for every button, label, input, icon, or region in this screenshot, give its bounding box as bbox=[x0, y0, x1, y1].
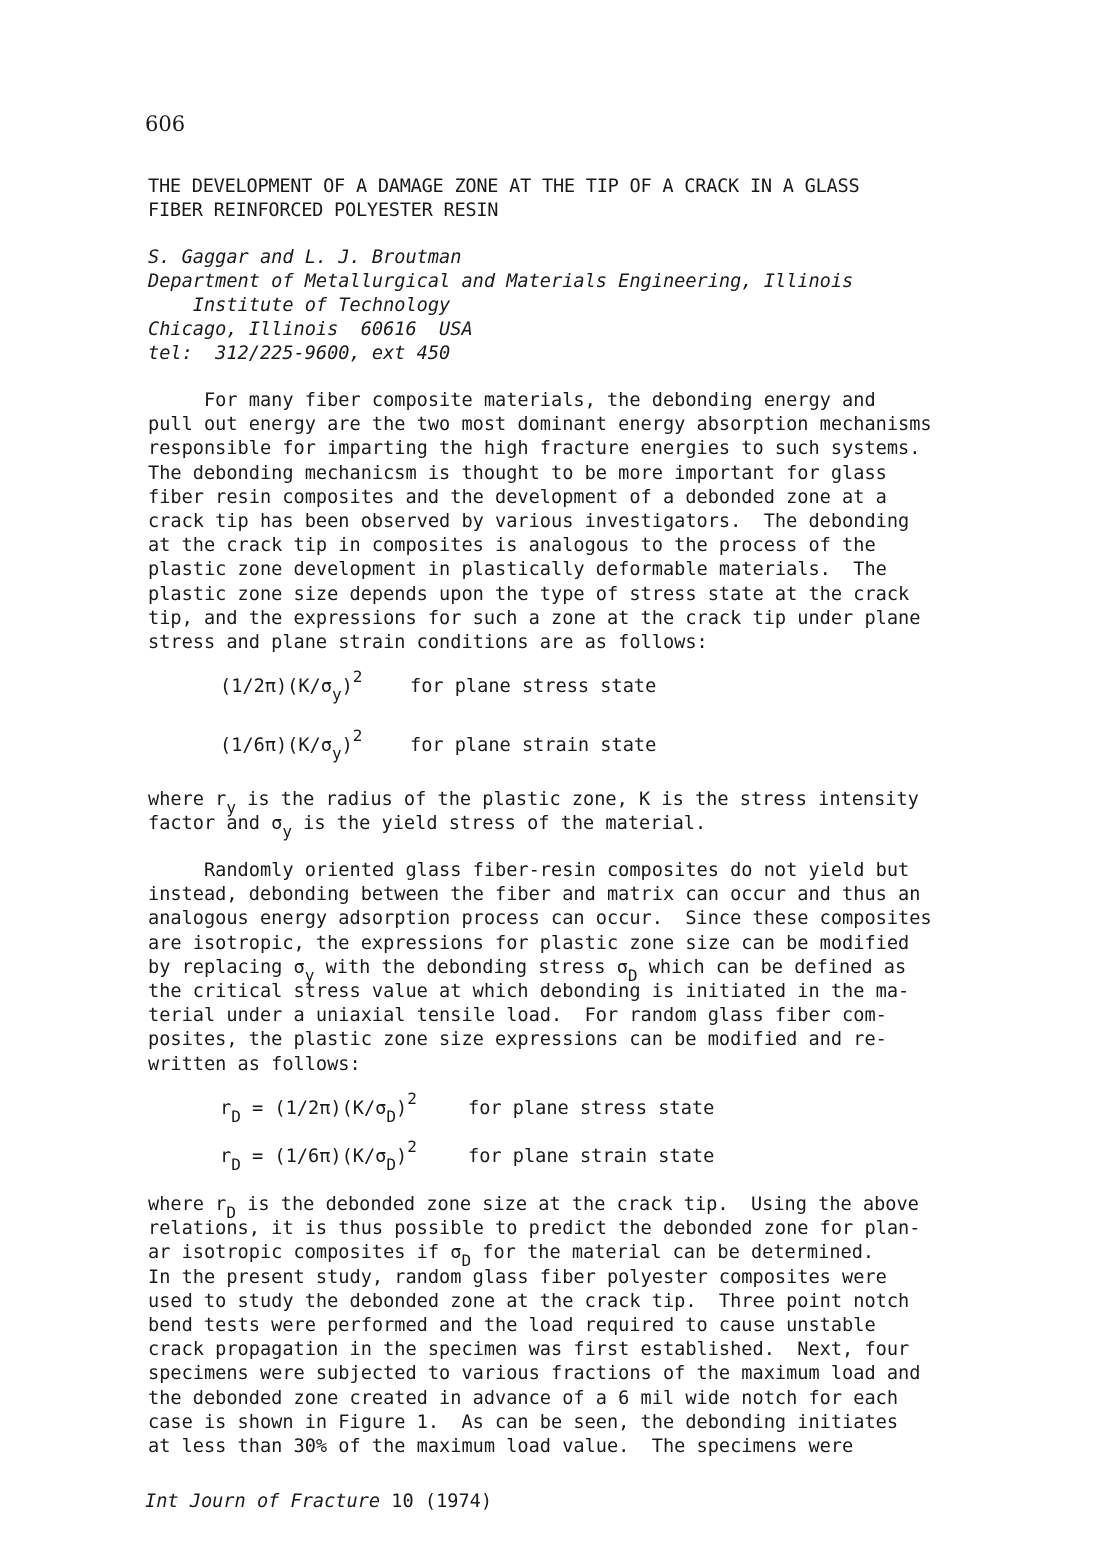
formula-debond-plane-strain: $r_D = (1/6\pi)(K/\sigma_D)^2$ for plane strain state bbox=[220, 1137, 715, 1174]
page-number: 606 bbox=[145, 112, 186, 136]
article-title bbox=[148, 175, 859, 223]
paragraph-3: where $r_D$ is the debonded zone size at the crack tip. Using the above relations, it is thus possible to predict the debonded zone for plan- ar isotropic composites if $\sigma_D$ for the material can be determined. In the present study, random glass fiber polyester composites were used to study the debonded zone at the crack tip. Three point notch bend tests were performed and the load required to cause unstable crack propagation in the specimen was first established. Next, four specimens were subjected to various fractions of the maximum load and the debonded zone created in advance of a 6 mil wide notch for each case is shown in Figure 1. As can be seen, the debonding initiates at less than 30% of the maximum load value. The specimens were bbox=[148, 1194, 921, 1458]
journal-footer bbox=[145, 1491, 492, 1512]
title-line-1: THE DEVELOPMENT OF A DAMAGE ZONE AT THE TIP OF A CRACK IN A GLASS bbox=[148, 176, 860, 197]
formula-debond-plane-stress: $r_D = (1/2\pi)(K/\sigma_D)^2$ for plane stress state bbox=[220, 1089, 715, 1126]
author-department: Department of Metallurgical and Materials Engineering, Illinois bbox=[148, 271, 854, 292]
paragraph-2: Randomly oriented glass fiber-resin composites do not yield but instead, debonding between the fiber and matrix can occur and thus an analogous energy adsorption process can occur. Since these composites are isotropic, the expressions for plastic zone size can be modified by replacing $\sigma_y$ with the debonding stress $\sigma_D$ which can be defined as the critical stress value at which debonding is initiated in the ma- terial under a uniaxial tensile load. For random glass fiber com- posites, the plastic zone size expressions can be modified and re- written as follows: bbox=[148, 860, 932, 1075]
formula-label: for plane strain state bbox=[410, 735, 657, 756]
formula-plane-strain: $(1/6\pi)(K/\sigma_y)^2$ for plane strain state bbox=[220, 726, 657, 763]
formula-label: for plane strain state bbox=[468, 1146, 715, 1167]
author-telephone: tel: 312/225-9600, ext 450 bbox=[148, 343, 451, 364]
paragraph-1: For many fiber composite materials, the debonding energy and pull out energy are the two most dominant energy absorption mechanisms responsible for imparting the high fracture energies to such systems. The debonding mechanicsm is thought to be more important for glass fiber resin composites and the development of a debonded zone at a crack tip has been observed by various investigators. The debonding at the crack tip in composites is analogous to the process of the plastic zone development in plastically deformable materials. The plastic zone size depends upon the type of stress state at the crack tip, and the expressions for such a zone at the crack tip under plane stress and plane strain conditions are as follows: bbox=[148, 390, 932, 654]
formula-label: for plane stress state bbox=[410, 676, 657, 697]
title-line-2: FIBER REINFORCED POLYESTER RESIN bbox=[148, 200, 499, 221]
author-block bbox=[148, 246, 853, 366]
author-names: S. Gaggar and L. J. Broutman bbox=[148, 247, 462, 268]
formula-plane-stress: $(1/2\pi)(K/\sigma_y)^2$ for plane stress state bbox=[220, 667, 657, 704]
journal-volume: 10 (1974) bbox=[380, 1491, 493, 1512]
author-address: Chicago, Illinois 60616 USA bbox=[148, 319, 473, 340]
journal-name: Int Journ of Fracture bbox=[145, 1491, 381, 1512]
author-institute: Institute of Technology bbox=[148, 295, 451, 316]
formula-label: for plane stress state bbox=[468, 1098, 715, 1119]
where-clause-1: where $r_y$ is the radius of the plastic zone, K is the stress intensity factor and $\sigma_y$ is the yield stress of the material. bbox=[148, 789, 919, 842]
